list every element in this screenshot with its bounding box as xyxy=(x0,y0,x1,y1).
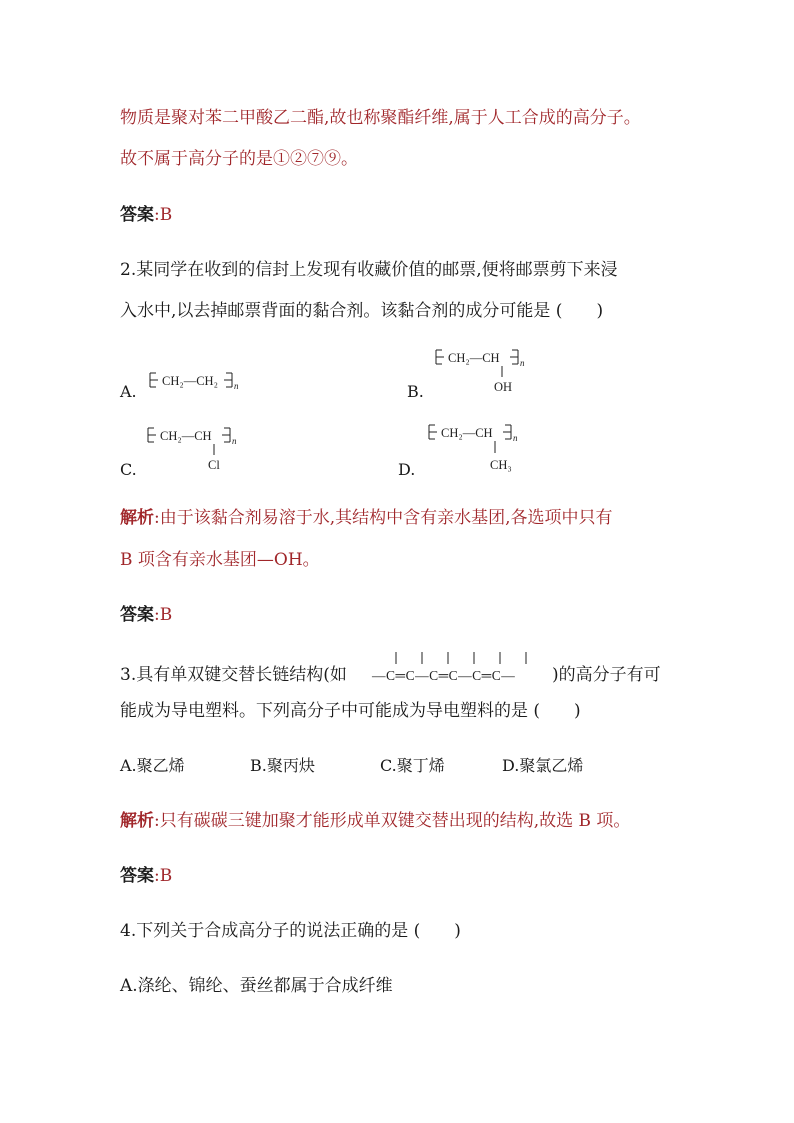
q3-chain-formula xyxy=(370,648,550,692)
formula-text: CH₂—CH xyxy=(441,426,493,440)
substituent-text: OH xyxy=(494,380,513,394)
explanation-label: 解析 xyxy=(120,811,154,831)
q2-stem-line-1: 2.某同学在收到的信封上发现有收藏价值的邮票,便将邮票剪下来浸 xyxy=(120,260,618,280)
q2-answer xyxy=(120,604,172,626)
answer-value: :B xyxy=(154,605,173,625)
q3-answer xyxy=(120,865,172,887)
q4-option-a: A.涤纶、锦纶、蚕丝都属于合成纤维 xyxy=(120,976,393,996)
explanation-label: 解析 xyxy=(120,508,154,528)
formula-text: CH₂—CH xyxy=(160,429,212,443)
chain-text: —C═C—C═C—C═C— xyxy=(372,668,516,683)
q2-option-b-label: B. xyxy=(407,382,424,401)
q2-explanation-line-2: B 项含有亲水基团—OH。 xyxy=(120,550,320,570)
q3-choice-b: B.聚丙炔 xyxy=(250,756,315,775)
answer-label: 答案 xyxy=(120,866,154,886)
formula-subscript: n xyxy=(513,433,518,443)
q2-option-c-formula xyxy=(146,425,246,479)
formula-text: CH₂—CH₂ xyxy=(162,374,218,388)
explanation-text: :只有碳碳三键加聚才能形成单双键交替出现的结构,故选 B 项。 xyxy=(154,811,631,831)
substituent-text: CH₃ xyxy=(490,458,512,472)
answer-value: :B xyxy=(154,866,173,886)
q2-stem-line-2: 入水中,以去掉邮票背面的黏合剂。该黏合剂的成分可能是 ( ) xyxy=(120,301,604,321)
q3-stem-line-1a: 3.具有单双键交替长链结构(如 xyxy=(120,665,347,685)
answer-label: 答案 xyxy=(120,205,154,225)
q1-explanation-line-1: 物质是聚对苯二甲酸乙二酯,故也称聚酯纤维,属于人工合成的高分子。 xyxy=(120,108,641,128)
polymer-structure-a xyxy=(148,370,248,394)
q3-choice-d: D.聚氯乙烯 xyxy=(502,756,584,775)
conjugated-chain-structure xyxy=(370,648,550,688)
formula-subscript: n xyxy=(234,381,239,391)
formula-subscript: n xyxy=(232,436,237,446)
q3-stem-line-2: 能成为导电塑料。下列高分子中可能成为导电塑料的是 ( ) xyxy=(120,701,581,721)
formula-text: CH₂—CH xyxy=(448,351,500,365)
q4-stem-line-1: 4.下列关于合成高分子的说法正确的是 ( ) xyxy=(120,921,461,941)
q3-choice-a: A.聚乙烯 xyxy=(120,756,185,775)
formula-subscript: n xyxy=(520,358,525,368)
polymer-structure-c xyxy=(146,425,246,475)
answer-value: :B xyxy=(154,205,173,225)
polymer-structure-d xyxy=(427,422,537,476)
q3-explanation xyxy=(120,810,630,832)
explanation-text: :由于该黏合剂易溶于水,其结构中含有亲水基团,各选项中只有 xyxy=(154,508,613,528)
q3-stem-line-1b: )的高分子有可 xyxy=(552,665,661,685)
q3-choice-c: C.聚丁烯 xyxy=(380,756,445,775)
polymer-structure-b xyxy=(434,347,534,397)
q2-option-d-formula xyxy=(427,422,537,480)
answer-label: 答案 xyxy=(120,605,154,625)
q2-explanation-line-1 xyxy=(120,507,613,529)
q1-answer xyxy=(120,204,172,226)
q2-option-a-label: A. xyxy=(120,382,137,401)
q2-option-b-formula xyxy=(434,347,534,401)
q1-explanation-line-2: 故不属于高分子的是①②⑦⑨。 xyxy=(120,149,358,169)
q2-option-c-label: C. xyxy=(120,460,137,479)
substituent-text: Cl xyxy=(208,458,220,472)
q2-option-a-formula xyxy=(148,370,248,398)
q2-option-d-label: D. xyxy=(398,460,416,479)
